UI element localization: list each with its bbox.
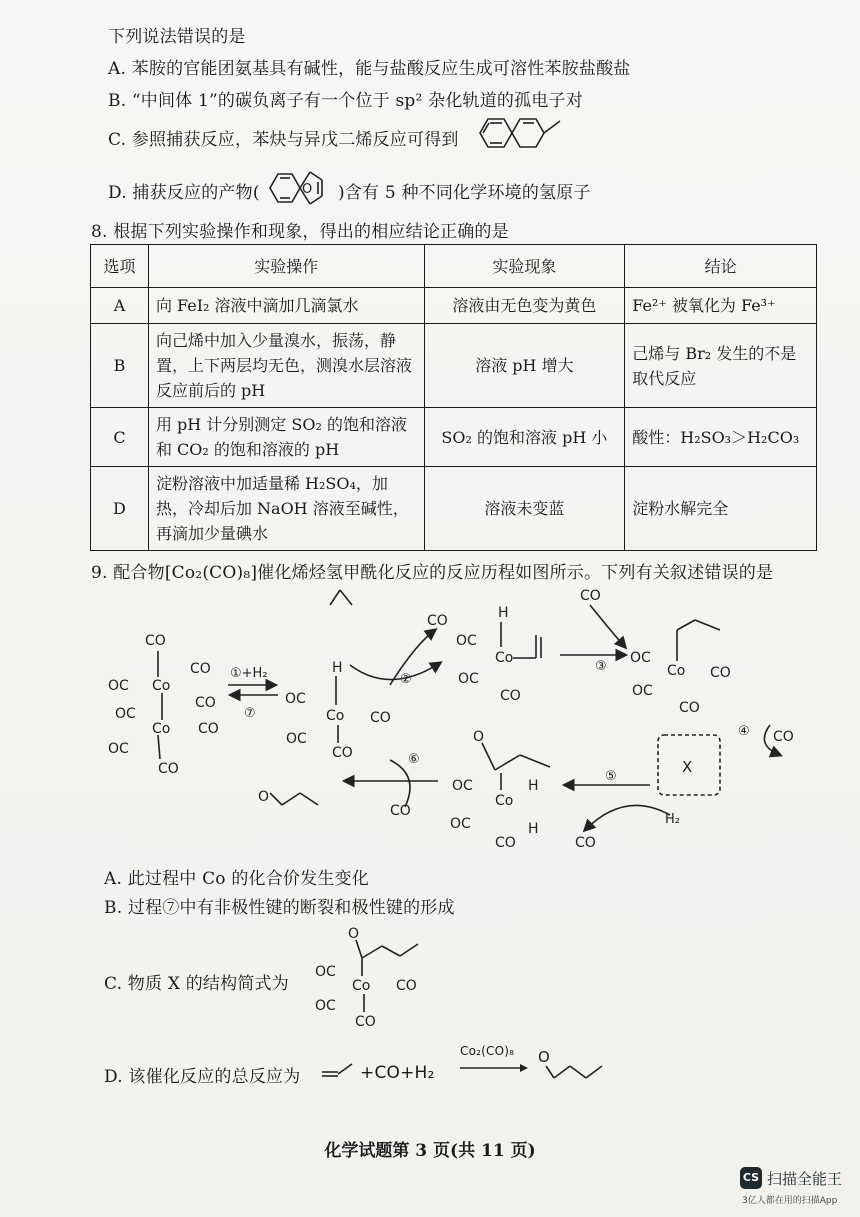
oc-ligand: OC bbox=[315, 964, 336, 980]
step-4-label: ④ bbox=[738, 724, 750, 739]
co-ligand: CO bbox=[145, 633, 166, 649]
row-phenomenon: 溶液未变蓝 bbox=[424, 467, 625, 551]
q7-option-d-pre: D. 捕获反应的产物( bbox=[108, 183, 260, 203]
cobalt-atom: Co bbox=[667, 663, 686, 679]
row-operation: 用 pH 计分别测定 SO₂ 的饱和溶液和 CO₂ 的饱和溶液的 pH bbox=[148, 408, 424, 467]
cobalt-atom: Co bbox=[152, 721, 171, 737]
q9-option-c: C. 物质 X 的结构简式为 bbox=[104, 974, 289, 994]
butanal-product-structure bbox=[536, 1044, 616, 1084]
co-ligand: CO bbox=[195, 695, 216, 711]
q7-option-a: A. 苯胺的官能团氨基具有碱性，能与盐酸反应生成可溶性苯胺盐酸盐 bbox=[108, 59, 631, 79]
row-operation: 淀粉溶液中加适量稀 H₂SO₄，加热，冷却后加 NaOH 溶液至碱性，再滴加少量碘水 bbox=[148, 467, 424, 551]
table-row bbox=[91, 467, 817, 551]
aldehyde-oxygen: O bbox=[538, 1048, 550, 1066]
oc-ligand: OC bbox=[286, 731, 307, 747]
cobalt-atom: Co bbox=[495, 793, 514, 809]
q8-stem: 8. 根据下列实验操作和现象，得出的相应结论正确的是 bbox=[91, 222, 509, 242]
experiment-table bbox=[90, 244, 817, 551]
q9-option-a: A. 此过程中 Co 的化合价发生变化 bbox=[104, 869, 369, 889]
q7-option-b: B. “中间体 1”的碳负离子有一个位于 sp² 杂化轨道的孤电子对 bbox=[108, 91, 583, 111]
q9-option-d-pre: D. 该催化反应的总反应为 bbox=[104, 1067, 301, 1087]
step-7-label: ⑦ bbox=[244, 706, 256, 721]
table-row bbox=[91, 408, 817, 467]
hydride-label: H bbox=[498, 605, 509, 621]
propene-structure bbox=[318, 1056, 358, 1084]
co-ligand: CO bbox=[158, 761, 179, 777]
oc-ligand: OC bbox=[108, 741, 129, 757]
row-conclusion: 酸性：H₂SO₃＞H₂CO₃ bbox=[625, 408, 817, 467]
co-ligand: CO bbox=[396, 978, 417, 994]
row-phenomenon: 溶液由无色变为黄色 bbox=[424, 288, 625, 324]
hydride-label: H bbox=[528, 821, 539, 837]
table-row bbox=[91, 324, 817, 408]
page-footer: 化学试题第 3 页(共 11 页) bbox=[324, 1141, 536, 1161]
co-released: CO bbox=[575, 835, 596, 851]
co-added: CO bbox=[390, 803, 411, 819]
cobalt-atom: Co bbox=[326, 708, 345, 724]
structure-x-option-c bbox=[300, 918, 440, 1033]
row-operation: 向己烯中加入少量溴水，振荡，静置，上下两层均无色，测溴水层溶液反应前后的 pH bbox=[148, 324, 424, 408]
oc-ligand: OC bbox=[630, 650, 651, 666]
cobalt-atom: Co bbox=[495, 650, 514, 666]
row-option: D bbox=[91, 467, 149, 551]
step-3-label: ③ bbox=[595, 659, 607, 674]
oc-ligand: OC bbox=[450, 816, 471, 832]
oc-ligand: OC bbox=[285, 691, 306, 707]
oc-ligand: OC bbox=[456, 633, 477, 649]
co-ligand: CO bbox=[198, 721, 219, 737]
scanner-app-watermark bbox=[740, 1167, 850, 1207]
co-ligand: CO bbox=[190, 661, 211, 677]
step-2-label: ② bbox=[400, 672, 412, 687]
oc-ligand: OC bbox=[632, 683, 653, 699]
row-option: A bbox=[91, 288, 149, 324]
table-header-row bbox=[91, 245, 817, 288]
co-added: CO bbox=[580, 588, 601, 604]
oc-ligand: OC bbox=[108, 678, 129, 694]
intermediate-x-label: X bbox=[682, 758, 693, 776]
co-ligand: CO bbox=[679, 700, 700, 716]
row-option: C bbox=[91, 408, 149, 467]
q7-option-c: C. 参照捕获反应，苯炔与异戊二烯反应可得到 bbox=[108, 130, 459, 150]
step-1-label: ①+H₂ bbox=[230, 666, 268, 681]
q9-stem: 9. 配合物[Co₂(CO)₈]催化烯烃氢甲酰化反应的反应历程如图所示。下列有关叙述错误的是 bbox=[91, 563, 774, 583]
step-6-label: ⑥ bbox=[408, 752, 420, 767]
app-tagline: 3亿人都在用的扫描App bbox=[742, 1196, 838, 1206]
q7-option-d-post: )含有 5 种不同化学环境的氢原子 bbox=[338, 183, 591, 203]
naphthalene-structure bbox=[468, 105, 578, 160]
hydride-label: H bbox=[528, 778, 539, 794]
co-released: CO bbox=[427, 613, 448, 629]
co-ligand: CO bbox=[355, 1014, 376, 1030]
header-conclusion: 结论 bbox=[625, 245, 817, 288]
oxygen-label: O bbox=[348, 926, 360, 942]
reaction-arrow bbox=[458, 1062, 532, 1074]
co-added: CO bbox=[773, 729, 794, 745]
q9-option-d-reactants: +CO+H₂ bbox=[360, 1063, 435, 1083]
row-phenomenon: 溶液 pH 增大 bbox=[424, 324, 625, 408]
header-option: 选项 bbox=[91, 245, 149, 288]
row-conclusion: 己烯与 Br₂ 发生的不是取代反应 bbox=[625, 324, 817, 408]
reaction-mechanism-diagram bbox=[90, 585, 820, 855]
catalyst-label: Co₂(CO)₈ bbox=[460, 1044, 515, 1058]
header-phenomenon: 实验现象 bbox=[424, 245, 625, 288]
co-ligand: CO bbox=[332, 745, 353, 761]
app-logo-icon: CS bbox=[740, 1167, 762, 1189]
q7-stem: 下列说法错误的是 bbox=[108, 27, 246, 47]
app-name: 扫描全能王 bbox=[767, 1170, 843, 1188]
step-5-label: ⑤ bbox=[605, 769, 617, 784]
q9-option-b: B. 过程⑦中有非极性键的断裂和极性键的形成 bbox=[104, 898, 455, 918]
h2-added: H₂ bbox=[665, 812, 680, 827]
co-ligand: CO bbox=[500, 688, 521, 704]
co-ligand: CO bbox=[370, 710, 391, 726]
row-operation: 向 FeI₂ 溶液中滴加几滴氯水 bbox=[148, 288, 424, 324]
oc-ligand: OC bbox=[452, 778, 473, 794]
row-conclusion: Fe²⁺ 被氧化为 Fe³⁺ bbox=[625, 288, 817, 324]
row-conclusion: 淀粉水解完全 bbox=[625, 467, 817, 551]
header-operation: 实验操作 bbox=[148, 245, 424, 288]
co-ligand: CO bbox=[710, 665, 731, 681]
table-row bbox=[91, 288, 817, 324]
oc-ligand: OC bbox=[115, 706, 136, 722]
oxabicyclic-product-structure bbox=[262, 164, 332, 212]
oc-ligand: OC bbox=[458, 671, 479, 687]
row-option: B bbox=[91, 324, 149, 408]
oxygen-label: O bbox=[473, 729, 485, 745]
cobalt-atom: Co bbox=[152, 678, 171, 694]
cobalt-atom: Co bbox=[352, 978, 371, 994]
aldehyde-oxygen: O bbox=[258, 789, 270, 805]
hydride-label: H bbox=[332, 660, 343, 676]
co-ligand: CO bbox=[495, 835, 516, 851]
row-phenomenon: SO₂ 的饱和溶液 pH 小 bbox=[424, 408, 625, 467]
oxygen-label: O bbox=[302, 182, 313, 197]
oc-ligand: OC bbox=[315, 998, 336, 1014]
